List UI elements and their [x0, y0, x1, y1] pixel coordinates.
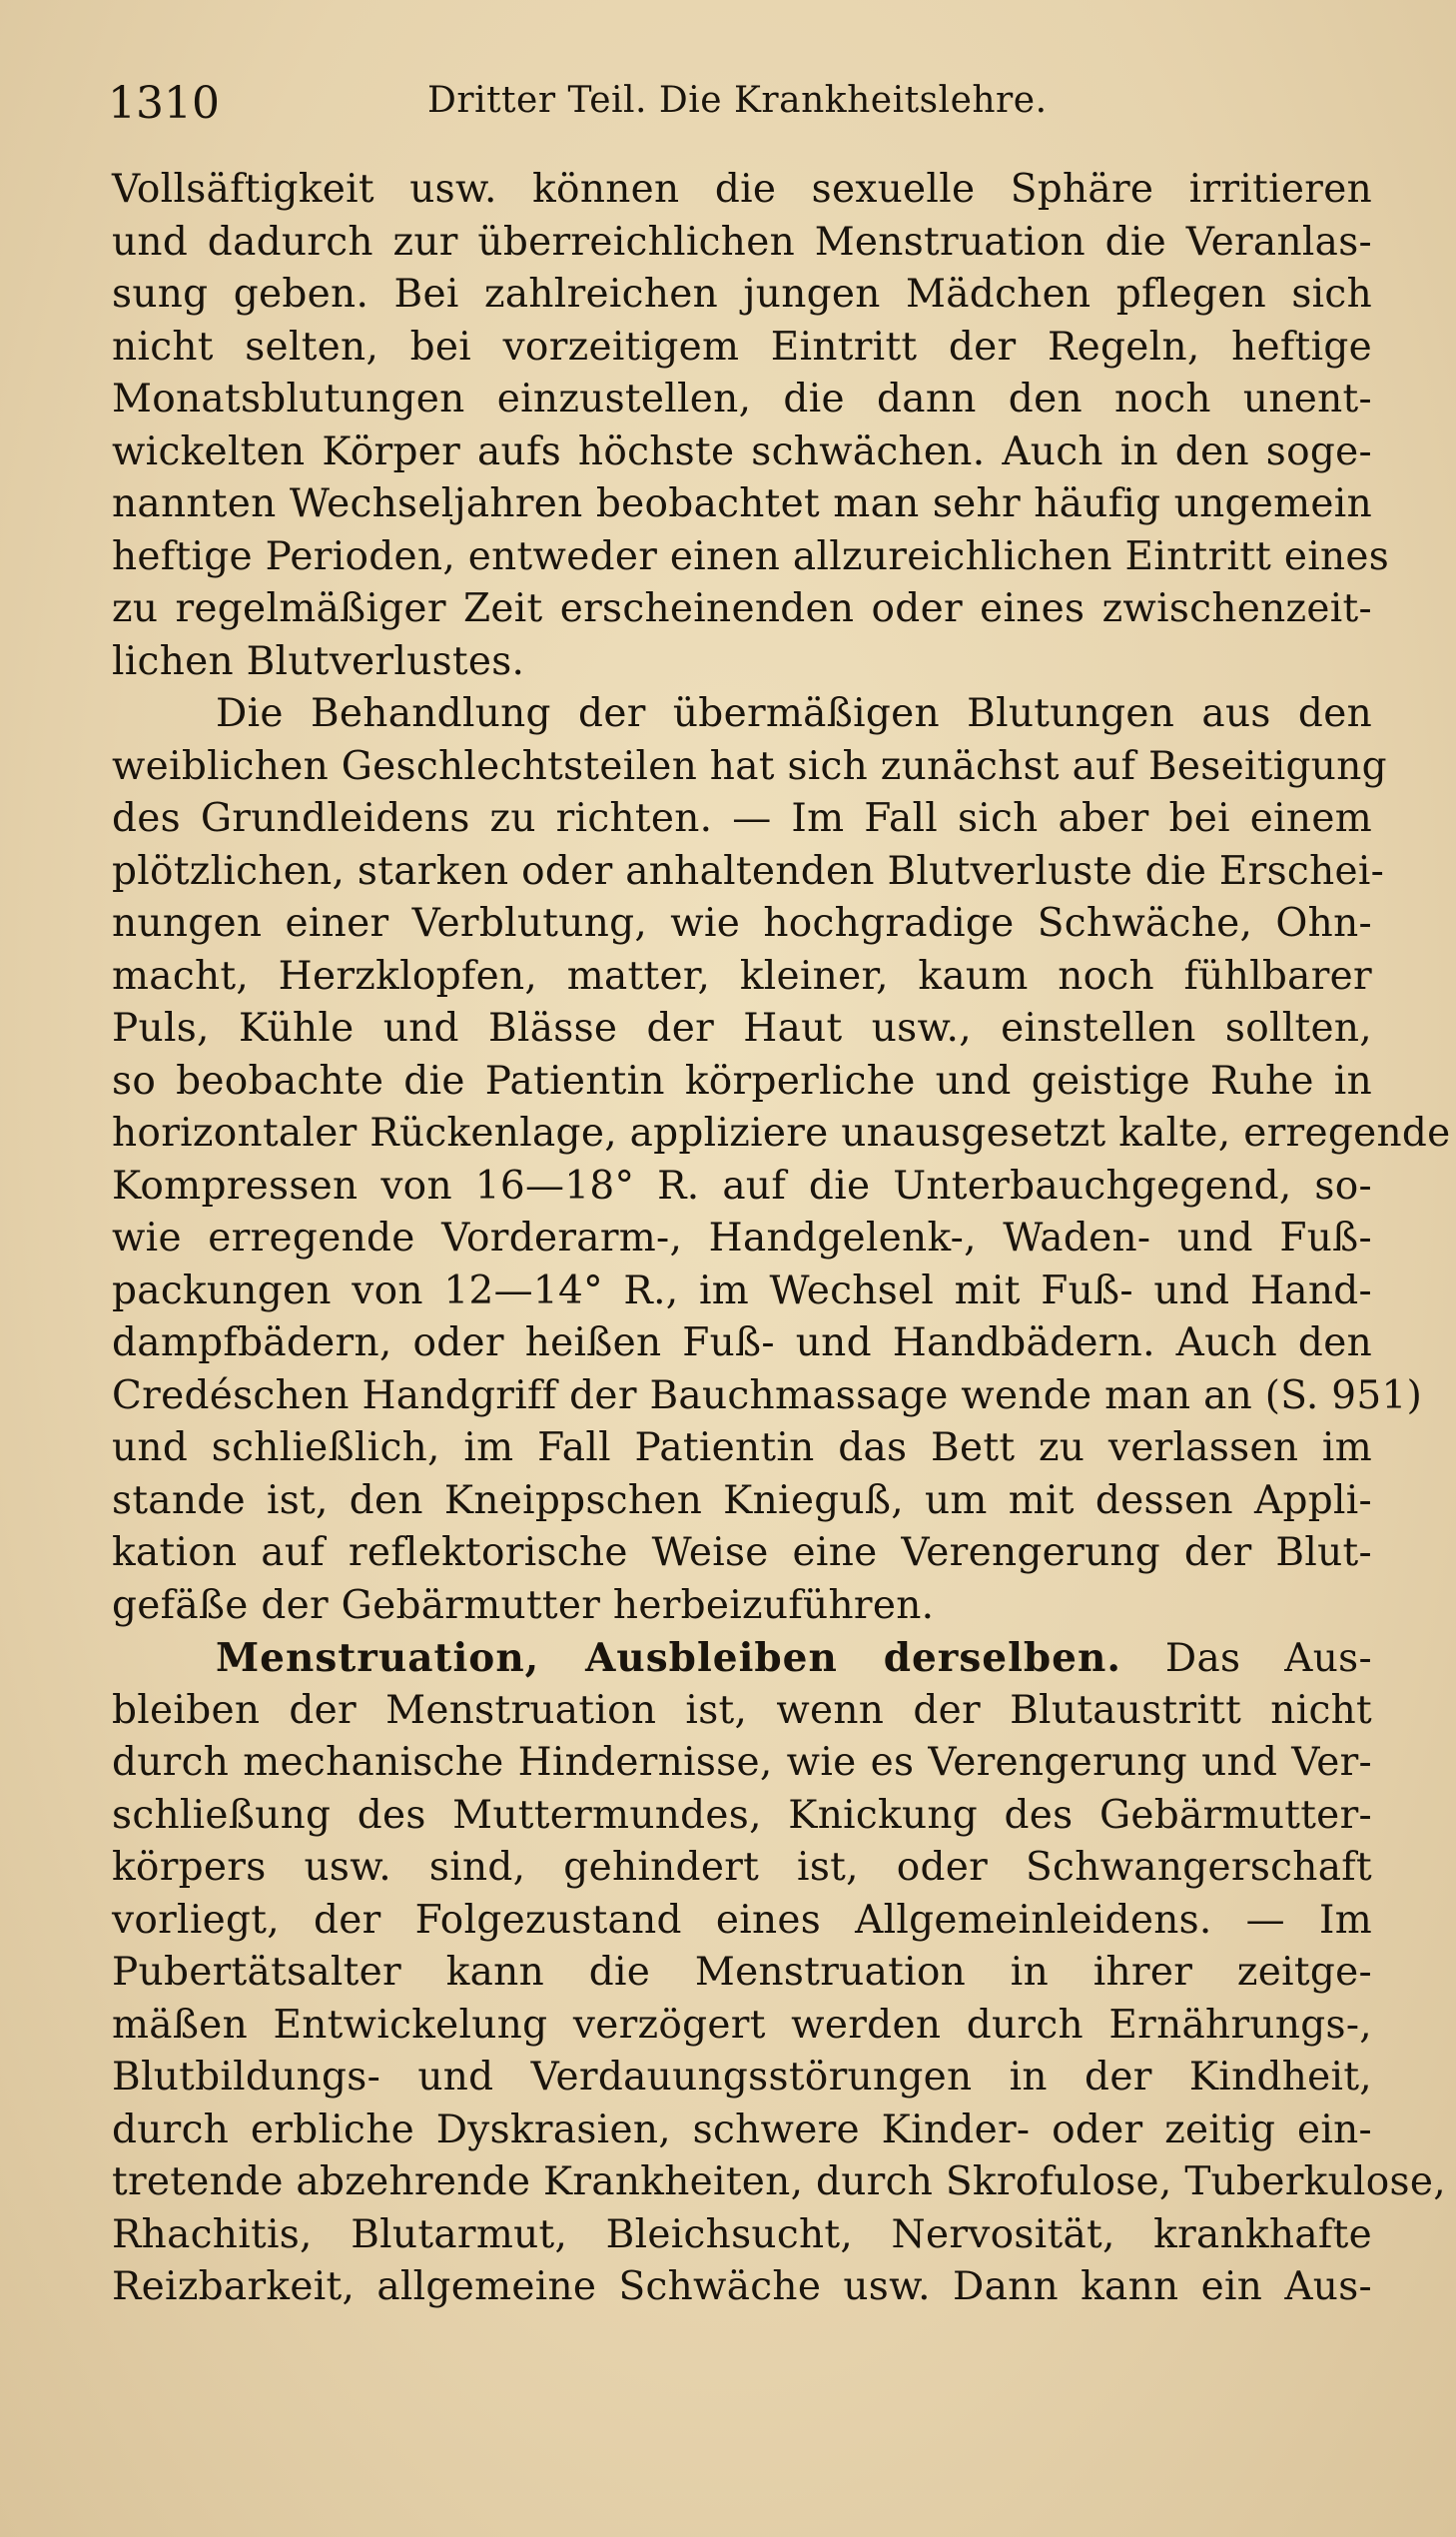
running-title: Dritter Teil. Die Krankheitslehre. [427, 80, 1048, 121]
page-header [108, 78, 1364, 138]
text-line: körpers usw. sind, gehindert ist, oder Schwangerschaft [112, 1845, 1372, 1890]
text-line: bleiben der Menstruation ist, wenn der Blutaustritt nicht [112, 1687, 1372, 1733]
text-line: lichen Blutverlustes. [112, 638, 525, 684]
text-line: macht, Herzklopfen, matter, kleiner, kaum noch fühlbarer [112, 953, 1372, 999]
section-heading: Menstruation, Ausbleiben derselben. [216, 1635, 1121, 1681]
text-line: packungen von 12—14° R., im Wechsel mit Fuß- und Hand- [112, 1268, 1372, 1313]
text-line: kation auf reflektorische Weise eine Verengerung der Blut- [112, 1530, 1372, 1575]
text-line: Pubertätsalter kann die Menstruation in ihrer zeitge- [112, 1950, 1372, 1995]
text-line: Kompressen von 16—18° R. auf die Unterbauchgegend, so- [112, 1163, 1372, 1209]
text-line: Reizbarkeit, allgemeine Schwäche usw. Dann kann ein Aus- [112, 2264, 1372, 2309]
text-line: und dadurch zur überreichlichen Menstruation die Veranlas- [112, 219, 1372, 265]
body-text [112, 164, 1451, 2314]
text-line: durch erbliche Dyskrasien, schwere Kinder- oder zeitig ein- [112, 2107, 1372, 2152]
text-line: nungen einer Verblutung, wie hochgradige Schwäche, Ohn- [112, 901, 1372, 946]
text-line: heftige Perioden, entweder einen allzureichlichen Eintritt eines [112, 533, 1390, 579]
text-line: Rhachitis, Blutarmut, Bleichsucht, Nervosität, krankhafte [112, 2211, 1372, 2257]
text-line: Monatsblutungen einzustellen, die dann den noch unent- [112, 377, 1372, 422]
heading-line-rest: Das Aus- [1120, 1636, 1372, 1681]
text-line: Vollsäftigkeit usw. können die sexuelle Sphäre irritieren [112, 167, 1372, 212]
heading-line [112, 1632, 1372, 1685]
text-line: weiblichen Geschlechtsteilen hat sich zunächst auf Beseitigung [112, 743, 1387, 789]
text-line: wickelten Körper aufs höchste schwächen. Auch in den soge- [112, 428, 1372, 474]
text-line: wie erregende Vorderarm-, Handgelenk-, Waden- und Fuß- [112, 1216, 1372, 1261]
text-line: tretende abzehrende Krankheiten, durch Skrofulose, Tuberkulose, [112, 2159, 1446, 2204]
text-line: Puls, Kühle und Blässe der Haut usw., einstellen sollten, [112, 1006, 1372, 1051]
text-line: mäßen Entwickelung verzögert werden durch Ernährungs-, [112, 2002, 1372, 2048]
text-line: nannten Wechseljahren beobachtet man sehr häufig ungemein [112, 481, 1372, 526]
text-line: dampfbädern, oder heißen Fuß- und Handbädern. Auch den [112, 1320, 1372, 1365]
text-line: Credéschen Handgriff der Bauchmassage wende man an (S. 951) [112, 1372, 1423, 1418]
text-line: Blutbildungs- und Verdauungsstörungen in der Kindheit, [112, 2055, 1372, 2100]
text-line: Die Behandlung der übermäßigen Blutungen aus den [216, 691, 1372, 736]
text-line: sung geben. Bei zahlreichen jungen Mädchen pflegen sich [112, 272, 1372, 317]
text-line: plötzlichen, starken oder anhaltenden Blutverluste die Erschei- [112, 848, 1385, 894]
paragraph-1 [112, 164, 1390, 688]
text-line: durch mechanische Hindernisse, wie es Verengerung und Ver- [112, 1740, 1372, 1785]
text-line: vorliegt, der Folgezustand eines Allgemeinleidens. — Im [112, 1897, 1372, 1943]
text-line: horizontaler Rückenlage, appliziere unausgesetzt kalte, erregende [112, 1111, 1451, 1156]
paragraph-2 [112, 688, 1451, 1632]
text-line: zu regelmäßiger Zeit erscheinenden oder eines zwischenzeit- [112, 586, 1372, 631]
page-number: 1310 [108, 78, 220, 129]
text-line: nicht selten, bei vorzeitigem Eintritt der Regeln, heftige [112, 324, 1372, 370]
text-line: und schließlich, im Fall Patientin das Bett zu verlassen im [112, 1425, 1372, 1470]
paragraph-3 [112, 1632, 1446, 2314]
text-line: gefäße der Gebärmutter herbeizuführen. [112, 1582, 935, 1628]
text-line: stande ist, den Kneippschen Knieguß, um mit dessen Appli- [112, 1477, 1372, 1523]
text-line: so beobachte die Patientin körperliche und geistige Ruhe in [112, 1058, 1372, 1104]
text-line: des Grundleidens zu richten. — Im Fall sich aber bei einem [112, 796, 1372, 841]
text-line: schließung des Muttermundes, Knickung des Gebärmutter- [112, 1792, 1372, 1838]
